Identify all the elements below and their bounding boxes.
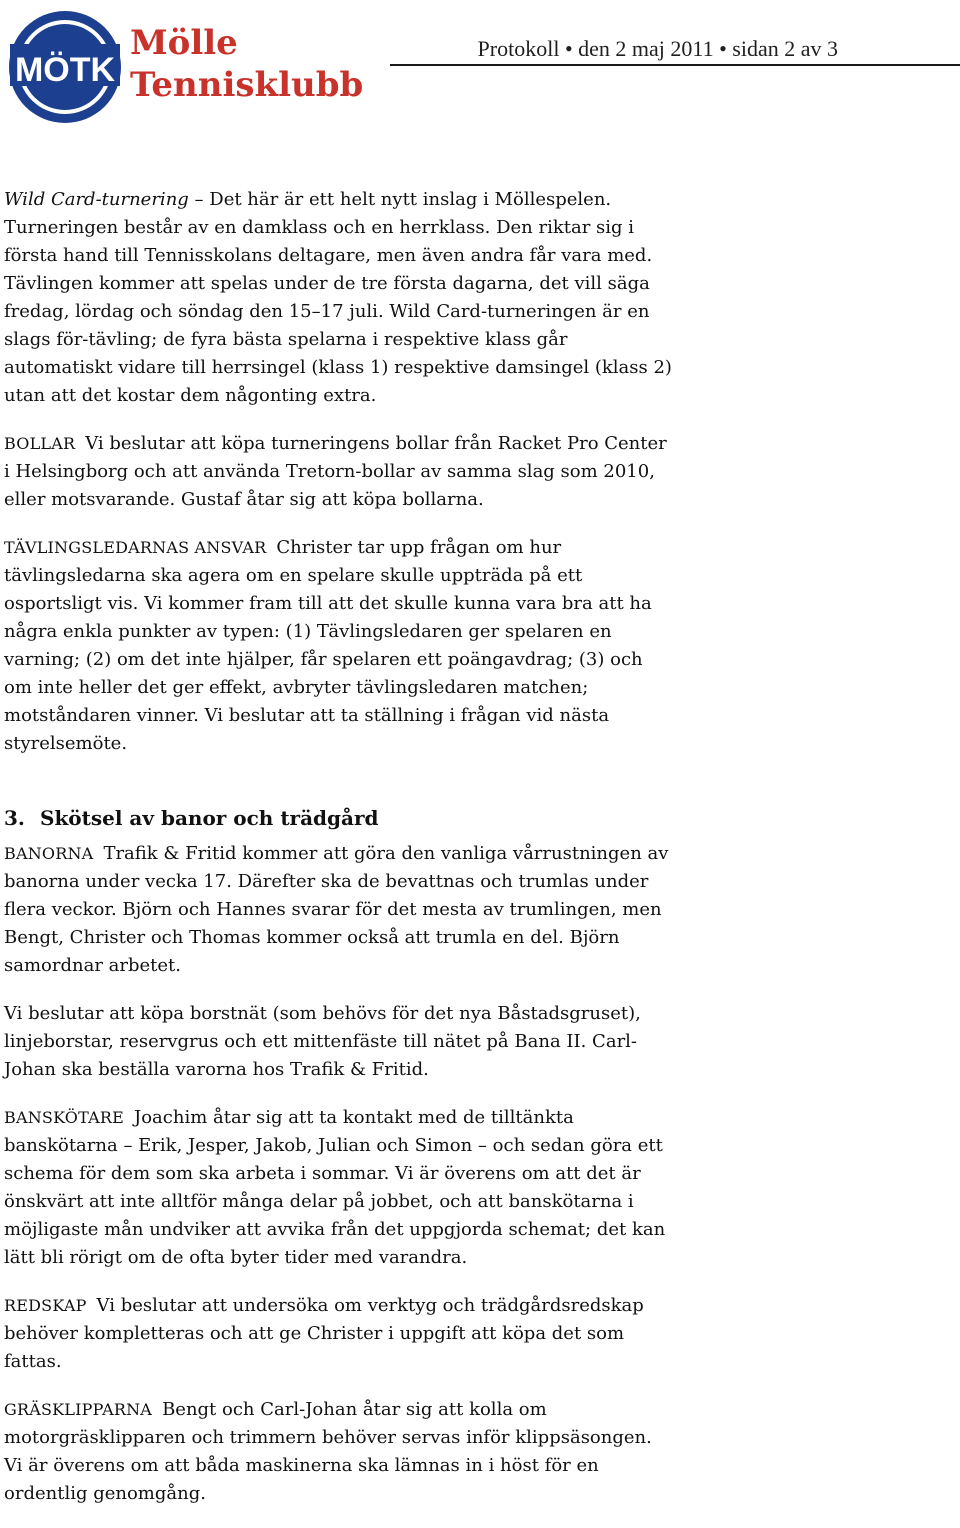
banorna-label: BANORNA bbox=[4, 844, 94, 863]
redskap-text: Vi beslutar att undersöka om verktyg och trädgårdsredskap behöver kompletteras och att ge Christer i uppgift att köpa det som fattas. bbox=[4, 1295, 644, 1372]
document-body bbox=[4, 186, 674, 1528]
paragraph-redskap bbox=[4, 1292, 674, 1376]
section-heading-3 bbox=[4, 804, 674, 832]
header-rule bbox=[390, 64, 960, 66]
ansvar-text: Christer tar upp frågan om hur tävlingsledarna ska agera om en spelare skulle uppträda på ett osportsligt vis. Vi kommer fram till att det skulle kunna vara bra att ha några enkla punkter av typen: (1) Tävlingsledaren ger spelaren en varning; (2) om det inte hjälper, får spelaren ett poängavdrag; (3) och om inte heller det ger effekt, avbryter tävlingsledaren matchen; motståndaren vinner. Vi beslutar att ta ställning i frågan vid nästa styrelsemöte. bbox=[4, 537, 652, 754]
wildcard-dash: – bbox=[188, 189, 210, 210]
paragraph-banskotare bbox=[4, 1104, 674, 1272]
club-logo bbox=[8, 8, 368, 126]
banorna-text: Trafik & Fritid kommer att göra den vanliga vårrustningen av banorna under vecka 17. Därefter ska de bevattnas och trumlas under flera veckor. Björn och Hannes svarar för det mesta av trumlingen, men Bengt, Christer och Thomas kommer också att trumla en del. Björn samordnar arbetet. bbox=[4, 843, 669, 976]
bollar-label: BOLLAR bbox=[4, 434, 76, 453]
section-number: 3. bbox=[4, 806, 25, 830]
borstnat-text: Vi beslutar att köpa borstnät (som behövs för det nya Båstadsgruset), linjeborstar, reservgrus och ett mittenfäste till nätet på Bana II. Carl-Johan ska beställa varorna hos Trafik & Fritid. bbox=[4, 1003, 641, 1080]
logo-name-line2: Tennisklubb bbox=[130, 65, 364, 105]
banskotare-label: BANSKÖTARE bbox=[4, 1108, 124, 1127]
logo-name-line1: Mölle bbox=[130, 23, 238, 63]
redskap-label: REDSKAP bbox=[4, 1296, 87, 1315]
grasklipparna-text: Bengt och Carl-Johan åtar sig att kolla om motorgräsklipparen och trimmern behöver servas inför klippsäsongen. Vi är överens om att båda maskinerna ska lämnas in i höst för en ordentlig genomgång. bbox=[4, 1399, 652, 1504]
paragraph-ansvar bbox=[4, 534, 674, 758]
paragraph-wildcard bbox=[4, 186, 674, 410]
logo-acronym: MÖTK bbox=[14, 51, 116, 89]
paragraph-grasklipparna bbox=[4, 1396, 674, 1508]
banskotare-text: Joachim åtar sig att ta kontakt med de tilltänkta banskötarna – Erik, Jesper, Jakob, Julian och Simon – och sedan göra ett schema för dem som ska arbeta i sommar. Vi är överens om att det är önskvärt att inte alltför många delar på jobbet, och att banskötarna i möjligaste mån undviker att avvika från det uppgjorda schemat; det kan lätt bli rörigt om de ofta byter tider med varandra. bbox=[4, 1107, 666, 1268]
bollar-text: Vi beslutar att köpa turneringens bollar från Racket Pro Center i Helsingborg och att använda Tretorn-bollar av samma slag som 2010, eller motsvarande. Gustaf åtar sig att köpa bollarna. bbox=[4, 433, 667, 510]
wildcard-text: Det här är ett helt nytt inslag i Möllespelen. Turneringen består av en damklass och en herrklass. Den riktar sig i första hand till Tennisskolans deltagare, men även andra får vara med. Tävlingen kommer att spelas under de tre första dagarna, det vill säga fredag, lördag och söndag den 15–17 juli. Wild Card-turneringen är en slags för-tävling; de fyra bästa spelarna i respektive klass går automatiskt vidare till herrsingel (klass 1) respektive damsingel (klass 2) utan att det kostar dem någonting extra. bbox=[4, 189, 672, 406]
wildcard-lead: Wild Card-turnering bbox=[4, 189, 189, 210]
section-title: Skötsel av banor och trädgård bbox=[40, 806, 379, 830]
running-head: Protokoll • den 2 maj 2011 • sidan 2 av 3 bbox=[477, 36, 838, 61]
paragraph-borstnat bbox=[4, 1000, 674, 1084]
grasklipparna-label: GRÄSKLIPPARNA bbox=[4, 1400, 153, 1419]
paragraph-bollar bbox=[4, 430, 674, 514]
ansvar-label: TÄVLINGSLEDARNAS ANSVAR bbox=[4, 538, 267, 557]
paragraph-banorna bbox=[4, 840, 674, 980]
